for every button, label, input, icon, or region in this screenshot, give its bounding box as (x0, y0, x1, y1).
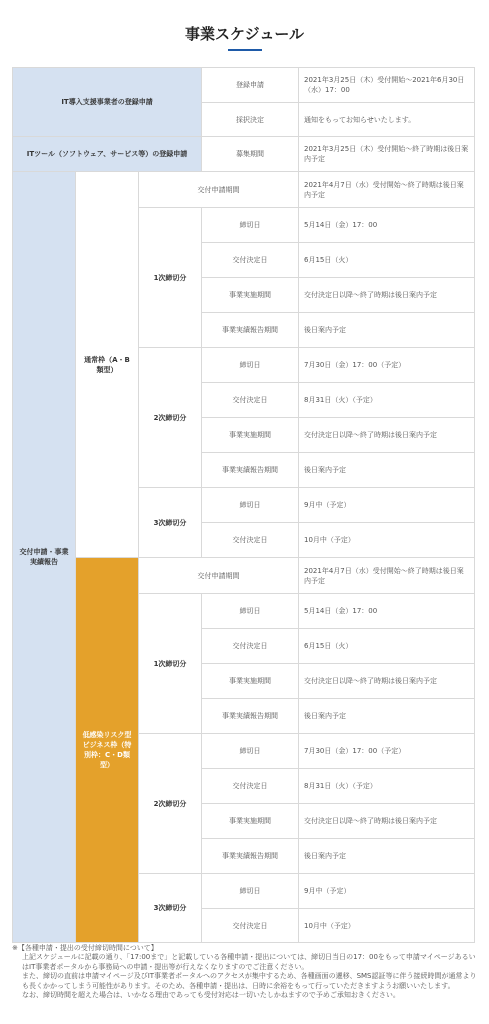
deadline-notes (12, 944, 478, 1000)
schedule-label: 交付決定日 (202, 383, 299, 418)
schedule-label: 事業実績報告期間 (202, 699, 299, 734)
schedule-value: 5月14日（金）17：00 (299, 208, 475, 243)
schedule-value: 10月中（予定） (299, 523, 475, 558)
tool-registration-header: ITツール（ソフトウェア、サービス等）の登録申請 (13, 137, 202, 172)
schedule-label: 交付決定日 (202, 629, 299, 664)
schedule-label: 交付決定日 (202, 243, 299, 278)
schedule-label: 募集期間 (202, 137, 299, 172)
schedule-value: 8月31日（火）（予定） (299, 383, 475, 418)
schedule-label: 交付決定日 (202, 523, 299, 558)
schedule-value: 交付決定日以降～終了時期は後日案内予定 (299, 418, 475, 453)
normal-frame-header: 通常枠（A・B類型） (76, 172, 139, 558)
schedule-value: 後日案内予定 (299, 313, 475, 348)
schedule-value: 6月15日（火） (299, 243, 475, 278)
schedule-value: 6月15日（火） (299, 629, 475, 664)
schedule-value: 交付決定日以降～終了時期は後日案内予定 (299, 664, 475, 699)
schedule-value: 通知をもってお知らせいたします。 (299, 103, 475, 137)
schedule-value: 9月中（予定） (299, 874, 475, 909)
schedule-table (12, 67, 475, 943)
round-header: 3次締切分 (139, 874, 202, 943)
round-header: 3次締切分 (139, 488, 202, 558)
round-header: 1次締切分 (139, 208, 202, 348)
vendor-registration-header: IT導入支援事業者の登録申請 (13, 68, 202, 137)
page-title: 事業スケジュール (184, 25, 305, 43)
schedule-label: 事業実績報告期間 (202, 453, 299, 488)
schedule-value: 交付決定日以降～終了時期は後日案内予定 (299, 804, 475, 839)
schedule-label: 事業実施期間 (202, 664, 299, 699)
intake-period-label: 交付申請期間 (139, 172, 299, 208)
notes-paragraph: 上記スケジュールに記載の通り、「17:00まで」と記載している各種申請・提出については、締切日当日の17：00をもって申請マイページあるいはIT事業者ポータルから事務局への申請・提出等が行えなくなりますのでご注意ください。 (22, 953, 476, 971)
schedule-value: 10月中（予定） (299, 909, 475, 943)
notes-heading: ※【各種申請・提出の受付締切時間について】 (12, 944, 158, 952)
intake-period-label: 交付申請期間 (139, 558, 299, 594)
schedule-label: 締切日 (202, 208, 299, 243)
round-header: 1次締切分 (139, 594, 202, 734)
schedule-label: 交付決定日 (202, 769, 299, 804)
round-header: 2次締切分 (139, 348, 202, 488)
round-header: 2次締切分 (139, 734, 202, 874)
schedule-value: 2021年3月25日（木）受付開始～終了時期は後日案内予定 (299, 137, 475, 172)
notes-paragraph: また、締切の直前は申請マイページ及びIT事業者ポータルへのアクセスが集中するため、各種画面の遷移、SMS認証等に伴う接続時間が通常よりも長くかかってしまう可能性があります。そのため、各種申請・提出は、日時に余裕をもって行っていただきますようお願いいたします。 (22, 972, 477, 990)
schedule-value: 5月14日（金）17：00 (299, 594, 475, 629)
schedule-label: 締切日 (202, 488, 299, 523)
schedule-value: 2021年3月25日（木）受付開始～2021年6月30日（水）17：00 (299, 68, 475, 103)
schedule-label: 締切日 (202, 348, 299, 383)
schedule-label: 事業実施期間 (202, 278, 299, 313)
intake-period-value: 2021年4月7日（水）受付開始～終了時期は後日案内予定 (299, 558, 475, 594)
schedule-value: 7月30日（金）17：00（予定） (299, 348, 475, 383)
schedule-value: 7月30日（金）17：00（予定） (299, 734, 475, 769)
application-report-header: 交付申請・事業実績報告 (13, 172, 76, 943)
schedule-label: 事業実施期間 (202, 418, 299, 453)
schedule-value: 後日案内予定 (299, 453, 475, 488)
title-underline (228, 49, 262, 51)
schedule-label: 締切日 (202, 874, 299, 909)
schedule-value: 8月31日（火）（予定） (299, 769, 475, 804)
schedule-label: 締切日 (202, 594, 299, 629)
schedule-label: 登録申請 (202, 68, 299, 103)
schedule-value: 後日案内予定 (299, 699, 475, 734)
schedule-value: 交付決定日以降～終了時期は後日案内予定 (299, 278, 475, 313)
schedule-label: 事業実績報告期間 (202, 313, 299, 348)
notes-paragraph: なお、締切時間を超えた場合は、いかなる理由であっても受付対応は一切いたしかねますので予めご承知おきください。 (22, 991, 400, 1000)
special-frame-header: 低感染リスク型ビジネス枠（特別枠：C・D類型） (76, 558, 139, 943)
schedule-label: 締切日 (202, 734, 299, 769)
schedule-label: 採択決定 (202, 103, 299, 137)
schedule-value: 後日案内予定 (299, 839, 475, 874)
schedule-label: 交付決定日 (202, 909, 299, 943)
schedule-value: 9月中（予定） (299, 488, 475, 523)
schedule-label: 事業実施期間 (202, 804, 299, 839)
schedule-label: 事業実績報告期間 (202, 839, 299, 874)
intake-period-value: 2021年4月7日（水）受付開始～終了時期は後日案内予定 (299, 172, 475, 208)
